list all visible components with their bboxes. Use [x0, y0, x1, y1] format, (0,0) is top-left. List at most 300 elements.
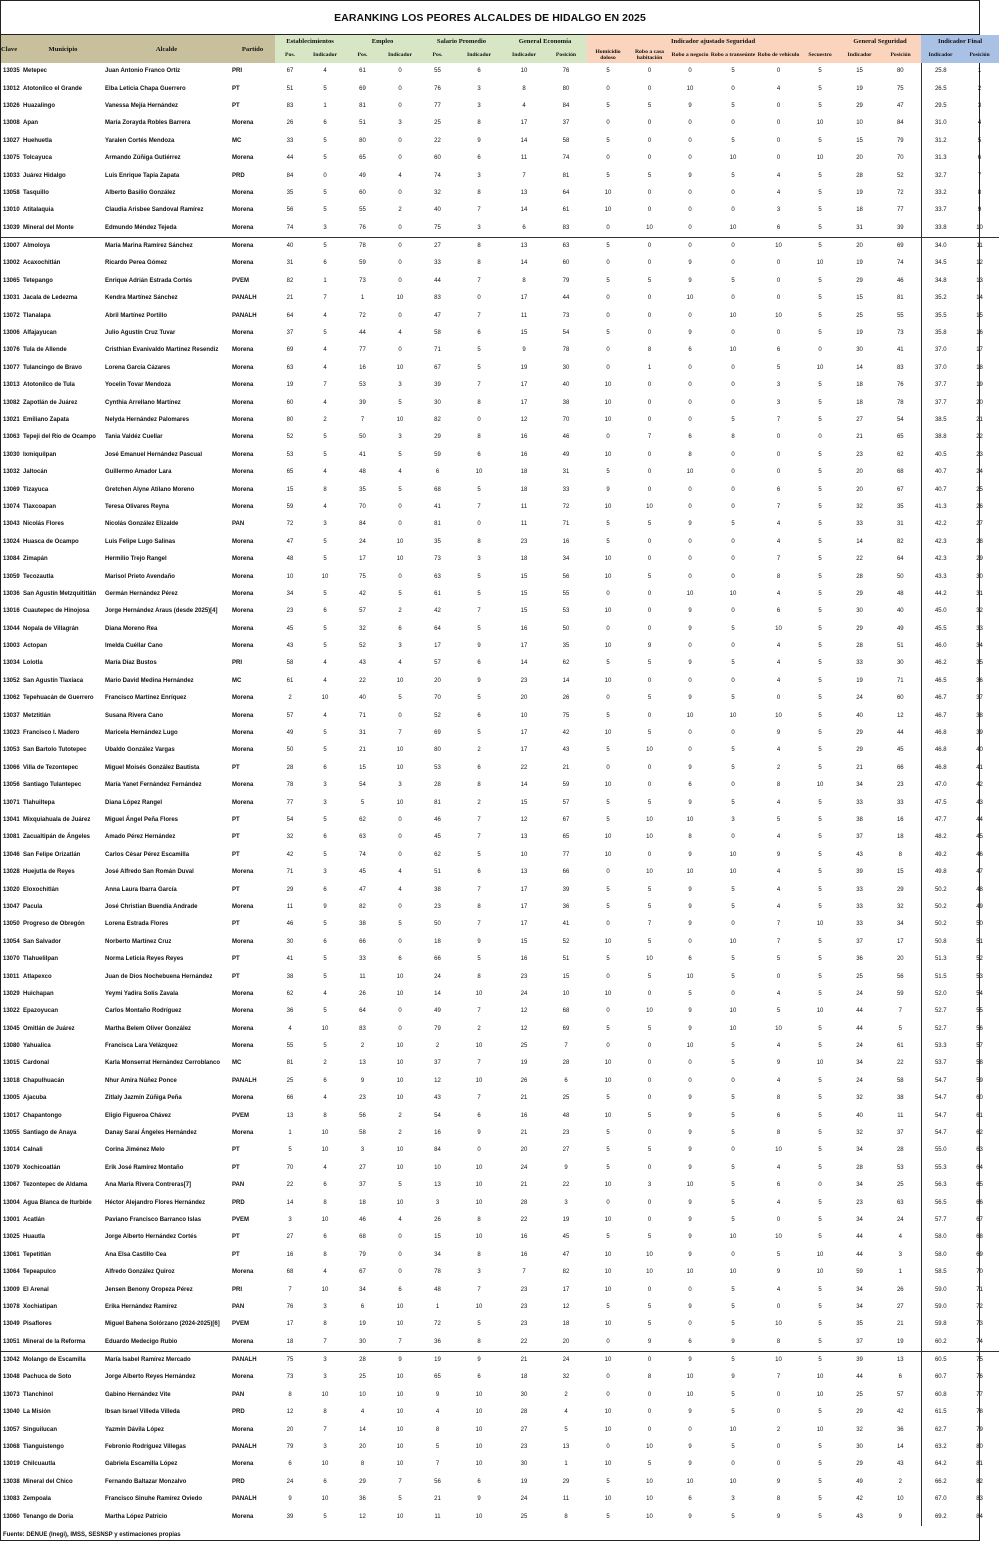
cell-clave: 13040	[3, 1409, 20, 1416]
cell-homicidio: 0	[606, 973, 610, 980]
cell-robo-negocio: 9	[688, 1234, 692, 1241]
cell-eco-ind: 30	[520, 1461, 528, 1468]
cell-partido: Morena	[232, 1338, 254, 1345]
cell-emp-pos: 70	[359, 503, 366, 510]
cell-final-ind: 46.8	[921, 742, 960, 759]
table-row	[1, 638, 999, 655]
cell-seg-ind: 25	[856, 312, 863, 319]
cell-municipio: Huazalingo	[23, 102, 56, 109]
cell-sal-pos: 1	[435, 1303, 440, 1310]
cell-alcalde: Lorena Estrada Flores	[105, 921, 169, 928]
cell-eco-pos: 8	[564, 1513, 568, 1520]
cell-alcalde: Elba Leticia Chapa Guerrero	[105, 85, 186, 92]
cell-robo-transeunte: 0	[731, 782, 735, 789]
cell-robo-casa: 5	[647, 1025, 652, 1032]
cell-seg-ind: 33	[856, 799, 863, 806]
cell-seg-ind: 20	[856, 486, 863, 493]
cell-eco-pos: 81	[562, 172, 570, 179]
cell-est-ind: 3	[323, 782, 327, 789]
cell-partido: Morena	[232, 782, 254, 789]
cell-sal-ind: 10	[475, 469, 483, 476]
cell-sal-ind: 0	[477, 417, 481, 423]
cell-est-pos: 71	[286, 869, 294, 876]
cell-clave: 13024	[3, 538, 20, 545]
cell-est-pos: 1	[288, 1130, 292, 1137]
cell-emp-ind: 0	[380, 237, 420, 255]
cell-est-ind: 5	[323, 556, 327, 563]
cell-alcalde: Jensen Benony Oropeza Pérez	[105, 1286, 193, 1293]
cell-homicidio: 0	[606, 590, 610, 597]
cell-secuestro: 5	[818, 677, 822, 684]
cell-est-ind: 5	[323, 921, 327, 928]
cell-municipio: Tulancingo de Bravo	[23, 364, 82, 371]
cell-clave: 13072	[3, 312, 20, 319]
cell-robo-vehiculo: 0	[776, 1409, 781, 1416]
cell-homicidio: 10	[604, 382, 612, 389]
cell-est-pos: 8	[288, 1391, 292, 1398]
cell-robo-vehiculo: 7	[776, 503, 781, 510]
cell-eco-ind: 16	[520, 451, 528, 458]
cell-sal-pos: 11	[434, 1513, 441, 1520]
cell-eco-ind: 28	[520, 1409, 528, 1416]
cell-eco-pos: 78	[562, 347, 570, 354]
cell-robo-transeunte: 5	[731, 1182, 735, 1189]
cell-est-pos: 29	[286, 886, 294, 893]
cell-emp-ind: 6	[398, 625, 402, 632]
cell-partido: PT	[232, 85, 240, 92]
cell-robo-casa: 5	[647, 695, 652, 702]
cell-homicidio: 0	[606, 120, 610, 127]
table-row	[1, 1194, 999, 1211]
cell-municipio: Tasquillo	[23, 189, 49, 196]
cell-eco-pos: 67	[562, 816, 570, 823]
cell-alcalde: José Christian Buendía Andrade	[105, 903, 198, 910]
cell-eco-ind: 13	[520, 189, 528, 196]
cell-robo-vehiculo: 7	[776, 1374, 781, 1381]
table-row	[1, 237, 999, 255]
cell-robo-transeunte: 5	[731, 1391, 735, 1398]
cell-final-pos: 83	[976, 1496, 983, 1503]
table-row	[1, 1212, 999, 1229]
cell-seg-pos: 33	[896, 799, 904, 806]
table-row	[1, 394, 999, 411]
cell-municipio: Tetepango	[23, 277, 53, 284]
cell-clave: 13046	[3, 851, 20, 858]
cell-emp-ind: 0	[398, 521, 402, 528]
cell-robo-negocio: 10	[686, 869, 694, 876]
cell-eco-pos: 7	[564, 1043, 568, 1050]
cell-municipio: Tlaxcoapan	[23, 503, 57, 510]
cell-robo-negocio: 9	[688, 1164, 692, 1171]
cell-eco-pos: 25	[562, 1095, 570, 1102]
cell-emp-ind: 10	[396, 677, 404, 684]
cell-partido: PAN	[232, 1303, 245, 1310]
cell-final-pos: 44	[976, 816, 983, 823]
cell-emp-pos: 68	[359, 1234, 366, 1241]
cell-municipio: Tenango de Doria	[23, 1513, 74, 1520]
cell-eco-pos: 51	[562, 956, 570, 963]
subheader-posicion: Posición	[960, 47, 999, 63]
cell-alcalde: Anna Laura Ibarra García	[105, 886, 177, 893]
cell-homicidio: 5	[606, 1095, 610, 1102]
cell-robo-transeunte: 0	[731, 643, 735, 650]
cell-alcalde: Norma Leticia Reyes Reyes	[105, 956, 184, 963]
cell-est-pos: 36	[286, 1008, 294, 1015]
cell-partido: PRD	[232, 1409, 245, 1416]
cell-sal-ind: 10	[475, 1513, 483, 1520]
cell-est-ind: 6	[323, 608, 327, 615]
cell-robo-negocio: 10	[686, 85, 694, 92]
cell-eco-ind: 14	[520, 660, 528, 667]
cell-municipio: Zapotlán de Juárez	[23, 399, 78, 406]
cell-robo-casa: 0	[647, 556, 652, 563]
cell-est-ind: 10	[321, 1391, 329, 1398]
cell-robo-transeunte: 0	[731, 556, 735, 563]
cell-robo-transeunte: 10	[729, 590, 737, 597]
cell-robo-casa: 5	[647, 277, 652, 284]
table-row	[1, 1055, 999, 1072]
cell-robo-casa: 5	[647, 1303, 652, 1310]
cell-emp-ind: 3	[398, 382, 402, 389]
cell-secuestro: 5	[818, 189, 822, 196]
cell-robo-casa: 5	[647, 799, 652, 806]
cell-sal-ind: 5	[477, 625, 481, 632]
table-row	[1, 307, 999, 324]
cell-final-ind: 35.8	[921, 325, 960, 342]
cell-robo-transeunte: 5	[731, 764, 735, 771]
cell-robo-transeunte: 5	[731, 1164, 735, 1171]
cell-secuestro: 5	[818, 224, 822, 231]
cell-sal-pos: 28	[434, 782, 441, 789]
cell-emp-ind: 6	[398, 1286, 402, 1293]
cell-seg-pos: 69	[880, 237, 921, 255]
cell-secuestro: 10	[816, 1391, 824, 1398]
cell-clave: 13030	[3, 451, 20, 458]
cell-robo-transeunte: 0	[731, 85, 735, 92]
cell-est-ind: 6	[323, 886, 327, 893]
cell-eco-pos: 79	[562, 277, 570, 284]
cell-partido: PVEM	[232, 1112, 250, 1119]
cell-clave: 13069	[3, 486, 20, 493]
cell-homicidio: 0	[606, 85, 610, 92]
cell-robo-negocio: 10	[686, 590, 694, 597]
cell-eco-ind: 28	[520, 1199, 528, 1206]
cell-sal-pos: 50	[434, 921, 441, 928]
cell-municipio: Zempoala	[23, 1496, 52, 1503]
cell-robo-negocio: 9	[688, 921, 692, 928]
cell-final-ind: 38.5	[921, 412, 960, 429]
cell-robo-transeunte: 10	[729, 938, 737, 945]
cell-final-ind: 45.5	[921, 621, 960, 638]
cell-robo-transeunte: 0	[731, 921, 735, 928]
cell-partido: PT	[232, 1251, 240, 1258]
cell-municipio: Xochiatipan	[23, 1303, 58, 1310]
cell-clave: 13026	[3, 102, 20, 109]
cell-homicidio: 10	[604, 1496, 612, 1503]
cell-robo-vehiculo: 9	[776, 1269, 781, 1276]
cell-sal-ind: 8	[477, 434, 481, 441]
cell-est-pos: 18	[286, 1338, 294, 1345]
cell-sal-pos: 51	[434, 869, 441, 876]
cell-emp-ind: 4	[398, 469, 402, 476]
cell-est-pos: 24	[286, 1478, 294, 1485]
cell-sal-ind: 10	[475, 1426, 483, 1433]
cell-seg-pos: 71	[896, 677, 904, 684]
subheader-posicion: Posición	[545, 47, 587, 63]
cell-emp-pos: 52	[359, 643, 366, 650]
cell-secuestro: 0	[818, 434, 822, 441]
cell-robo-vehiculo: 10	[756, 1351, 801, 1369]
cell-robo-negocio: 9	[688, 625, 692, 632]
cell-final-pos: 76	[976, 1374, 983, 1381]
cell-clave: 13029	[3, 990, 20, 997]
cell-clave: 13070	[3, 956, 20, 963]
cell-homicidio: 0	[606, 224, 610, 231]
cell-municipio: Zacualtipán de Ángeles	[23, 834, 91, 841]
cell-final-ind: 42.3	[921, 534, 960, 551]
cell-municipio: Tecozautla	[23, 573, 54, 580]
cell-municipio: Acatlán	[23, 1216, 45, 1223]
cell-robo-transeunte: 5	[731, 1216, 735, 1223]
cell-secuestro: 10	[816, 1426, 824, 1433]
cell-homicidio: 9	[606, 486, 610, 493]
cell-final-pos: 60	[976, 1095, 983, 1102]
cell-clave: 13018	[3, 1077, 20, 1084]
cell-emp-pos: 28	[345, 1351, 380, 1369]
cell-emp-pos: 72	[359, 312, 366, 319]
cell-robo-casa: 5	[647, 903, 652, 910]
cell-eco-ind: 11	[520, 503, 528, 510]
subheader-pos: Pos.	[345, 47, 380, 63]
cell-est-ind: 7	[323, 382, 327, 389]
cell-clave: 13019	[3, 1461, 20, 1468]
cell-eco-ind: 19	[520, 1060, 528, 1067]
cell-partido: Morena	[232, 207, 254, 214]
cell-emp-ind: 10	[396, 973, 404, 980]
cell-est-ind: 10	[321, 1461, 329, 1468]
cell-seg-ind: 39	[839, 1351, 880, 1369]
cell-robo-transeunte: 10	[729, 712, 737, 719]
cell-partido: PRI	[232, 1286, 243, 1293]
cell-emp-ind: 0	[398, 68, 402, 75]
cell-est-pos: 63	[286, 364, 294, 371]
cell-final-ind: 40.7	[921, 464, 960, 481]
cell-secuestro: 10	[816, 1060, 824, 1067]
cell-seg-ind: 24	[856, 695, 863, 702]
cell-seg-ind: 27	[856, 417, 863, 423]
cell-secuestro: 5	[818, 1496, 822, 1503]
cell-robo-negocio: 9	[688, 260, 692, 267]
cell-robo-casa: 0	[647, 677, 652, 684]
header-alcalde: Alcalde	[103, 35, 230, 63]
cell-homicidio: 10	[604, 1321, 612, 1328]
cell-emp-ind: 0	[398, 834, 402, 841]
cell-est-pos: 79	[286, 1444, 294, 1451]
cell-secuestro: 5	[818, 695, 822, 702]
cell-seg-pos: 54	[896, 417, 904, 423]
cell-sal-pos: 43	[434, 1095, 441, 1102]
cell-robo-vehiculo: 4	[776, 85, 781, 92]
cell-clave: 13045	[3, 1025, 20, 1032]
cell-alcalde: Eduardo Medecigo Rubio	[105, 1338, 178, 1345]
cell-est-pos: 11	[286, 903, 294, 910]
cell-robo-negocio: 10	[686, 295, 694, 302]
cell-final-pos: 73	[976, 1321, 983, 1328]
cell-robo-casa: 0	[647, 137, 652, 144]
cell-sal-ind: 6	[477, 1112, 481, 1119]
cell-municipio: Santiago de Anaya	[23, 1130, 77, 1137]
cell-seg-pos: 21	[896, 1321, 904, 1328]
cell-est-pos: 45	[286, 625, 294, 632]
cell-est-pos: 3	[288, 1216, 292, 1223]
cell-homicidio: 0	[606, 1043, 610, 1050]
cell-eco-ind: 13	[520, 834, 528, 841]
cell-emp-pos: 73	[359, 277, 366, 284]
cell-robo-transeunte: 5	[731, 625, 735, 632]
cell-seg-ind: 28	[856, 573, 863, 580]
cell-final-pos: 53	[976, 973, 983, 980]
cell-seg-ind: 38	[856, 816, 863, 823]
cell-emp-pos: 67	[359, 1269, 366, 1276]
cell-est-ind: 5	[323, 207, 327, 214]
cell-municipio: Santiago Tulantepec	[23, 782, 82, 789]
cell-robo-vehiculo: 5	[776, 364, 781, 371]
cell-final-pos: 65	[976, 1182, 983, 1189]
table-row	[1, 707, 999, 724]
cell-sal-ind: 5	[477, 695, 481, 702]
cell-sal-ind: 10	[475, 1444, 483, 1451]
cell-partido: Morena	[232, 451, 254, 458]
cell-sal-ind: 10	[475, 1461, 483, 1468]
cell-robo-negocio: 6	[688, 347, 692, 354]
cell-robo-transeunte: 5	[731, 747, 735, 754]
cell-robo-vehiculo: 3	[776, 382, 781, 389]
cell-robo-transeunte: 5	[731, 521, 735, 528]
table-row	[1, 1160, 999, 1177]
cell-robo-casa: 0	[647, 590, 652, 597]
cell-robo-vehiculo: 7	[776, 556, 781, 563]
cell-municipio: Actopan	[23, 643, 47, 650]
table-row	[1, 673, 999, 690]
cell-secuestro: 5	[818, 295, 822, 302]
cell-seg-ind: 36	[856, 956, 863, 963]
cell-secuestro: 10	[816, 1008, 824, 1015]
cell-final-pos: 15	[976, 312, 983, 319]
cell-secuestro: 5	[818, 747, 822, 754]
cell-seg-pos: 42	[896, 1409, 904, 1416]
cell-robo-transeunte: 5	[731, 102, 735, 109]
cell-robo-transeunte: 0	[731, 990, 735, 997]
cell-final-ind: 35.5	[921, 307, 960, 324]
cell-robo-transeunte: 0	[731, 399, 735, 406]
cell-secuestro: 5	[818, 764, 822, 771]
cell-final-ind: 54.7	[921, 1073, 960, 1090]
cell-robo-negocio: 8	[688, 451, 692, 458]
cell-final-pos: 8	[977, 189, 982, 196]
table-row	[1, 1020, 999, 1037]
cell-emp-pos: 56	[359, 1112, 366, 1119]
cell-seg-pos: 84	[896, 120, 904, 127]
cell-est-pos: 22	[286, 1182, 294, 1189]
table-row	[1, 1439, 999, 1456]
cell-sal-ind: 7	[477, 207, 481, 214]
cell-sal-ind: 5	[477, 486, 481, 493]
cell-homicidio: 10	[604, 1112, 612, 1119]
cell-robo-transeunte: 10	[729, 851, 737, 858]
cell-robo-transeunte: 5	[731, 172, 735, 179]
cell-final-pos: 17	[976, 347, 983, 354]
table-row	[1, 864, 999, 881]
cell-est-ind: 8	[323, 1251, 327, 1258]
cell-sal-pos: 36	[434, 1338, 441, 1345]
cell-alcalde: Gabino Hernández Vite	[105, 1391, 171, 1398]
cell-final-ind: 51.5	[921, 968, 960, 985]
cell-robo-casa: 0	[647, 382, 652, 389]
cell-secuestro: 5	[818, 660, 822, 667]
cell-secuestro: 5	[818, 1478, 822, 1485]
cell-robo-vehiculo: 10	[775, 712, 782, 719]
cell-robo-negocio: 10	[686, 973, 694, 980]
cell-eco-pos: 21	[562, 764, 570, 771]
cell-homicidio: 10	[604, 503, 612, 510]
cell-eco-pos: 5	[564, 1426, 568, 1433]
cell-est-ind: 6	[323, 938, 327, 945]
cell-clave: 13016	[3, 608, 20, 615]
cell-robo-vehiculo: 10	[756, 237, 801, 255]
cell-clave: 13061	[3, 1251, 20, 1258]
cell-robo-vehiculo: 0	[776, 330, 781, 337]
cell-alcalde: Martha López Patricio	[105, 1513, 168, 1520]
cell-est-pos: 74	[286, 224, 294, 231]
table-row	[1, 80, 999, 97]
cell-robo-transeunte: 10	[729, 224, 737, 231]
table-row	[1, 847, 999, 864]
cell-final-pos: 56	[976, 1025, 983, 1032]
cell-seg-pos: 27	[896, 1303, 904, 1310]
cell-robo-negocio: 0	[688, 503, 692, 510]
cell-sal-ind: 6	[477, 660, 481, 667]
cell-partido: Morena	[232, 573, 254, 580]
cell-robo-vehiculo: 4	[776, 1199, 781, 1206]
cell-sal-pos: 63	[434, 573, 441, 580]
cell-robo-negocio: 0	[688, 1286, 692, 1293]
cell-alcalde: Susana Rivera Cano	[105, 712, 164, 719]
cell-eco-ind: 25	[520, 1043, 528, 1050]
cell-alcalde: Ricardo Perea Gómez	[105, 260, 168, 267]
cell-eco-pos: 56	[562, 573, 570, 580]
cell-est-pos: 26	[286, 120, 294, 127]
cell-eco-ind: 23	[520, 677, 528, 684]
cell-seg-ind: 32	[856, 1426, 863, 1433]
cell-est-pos: 6	[288, 1461, 292, 1468]
cell-municipio: Agua Blanca de Iturbide	[23, 1199, 92, 1206]
cell-seg-ind: 30	[856, 347, 863, 354]
cell-emp-ind: 10	[396, 1461, 404, 1468]
cell-clave: 13044	[3, 625, 20, 632]
cell-eco-pos: 82	[562, 1269, 570, 1276]
cell-partido: Morena	[232, 1043, 254, 1050]
cell-sal-pos: 14	[434, 990, 441, 997]
cell-robo-transeunte: 0	[731, 608, 735, 615]
cell-partido: Morena	[232, 347, 254, 354]
cell-secuestro: 5	[818, 1112, 822, 1119]
cell-secuestro: 5	[818, 469, 822, 476]
cell-emp-pos: 3	[360, 1147, 365, 1154]
cell-est-ind: 5	[323, 956, 327, 963]
cell-alcalde: Guillermo Amador Lara	[105, 469, 172, 476]
cell-robo-transeunte: 0	[731, 207, 735, 214]
cell-clave: 13012	[3, 85, 20, 92]
